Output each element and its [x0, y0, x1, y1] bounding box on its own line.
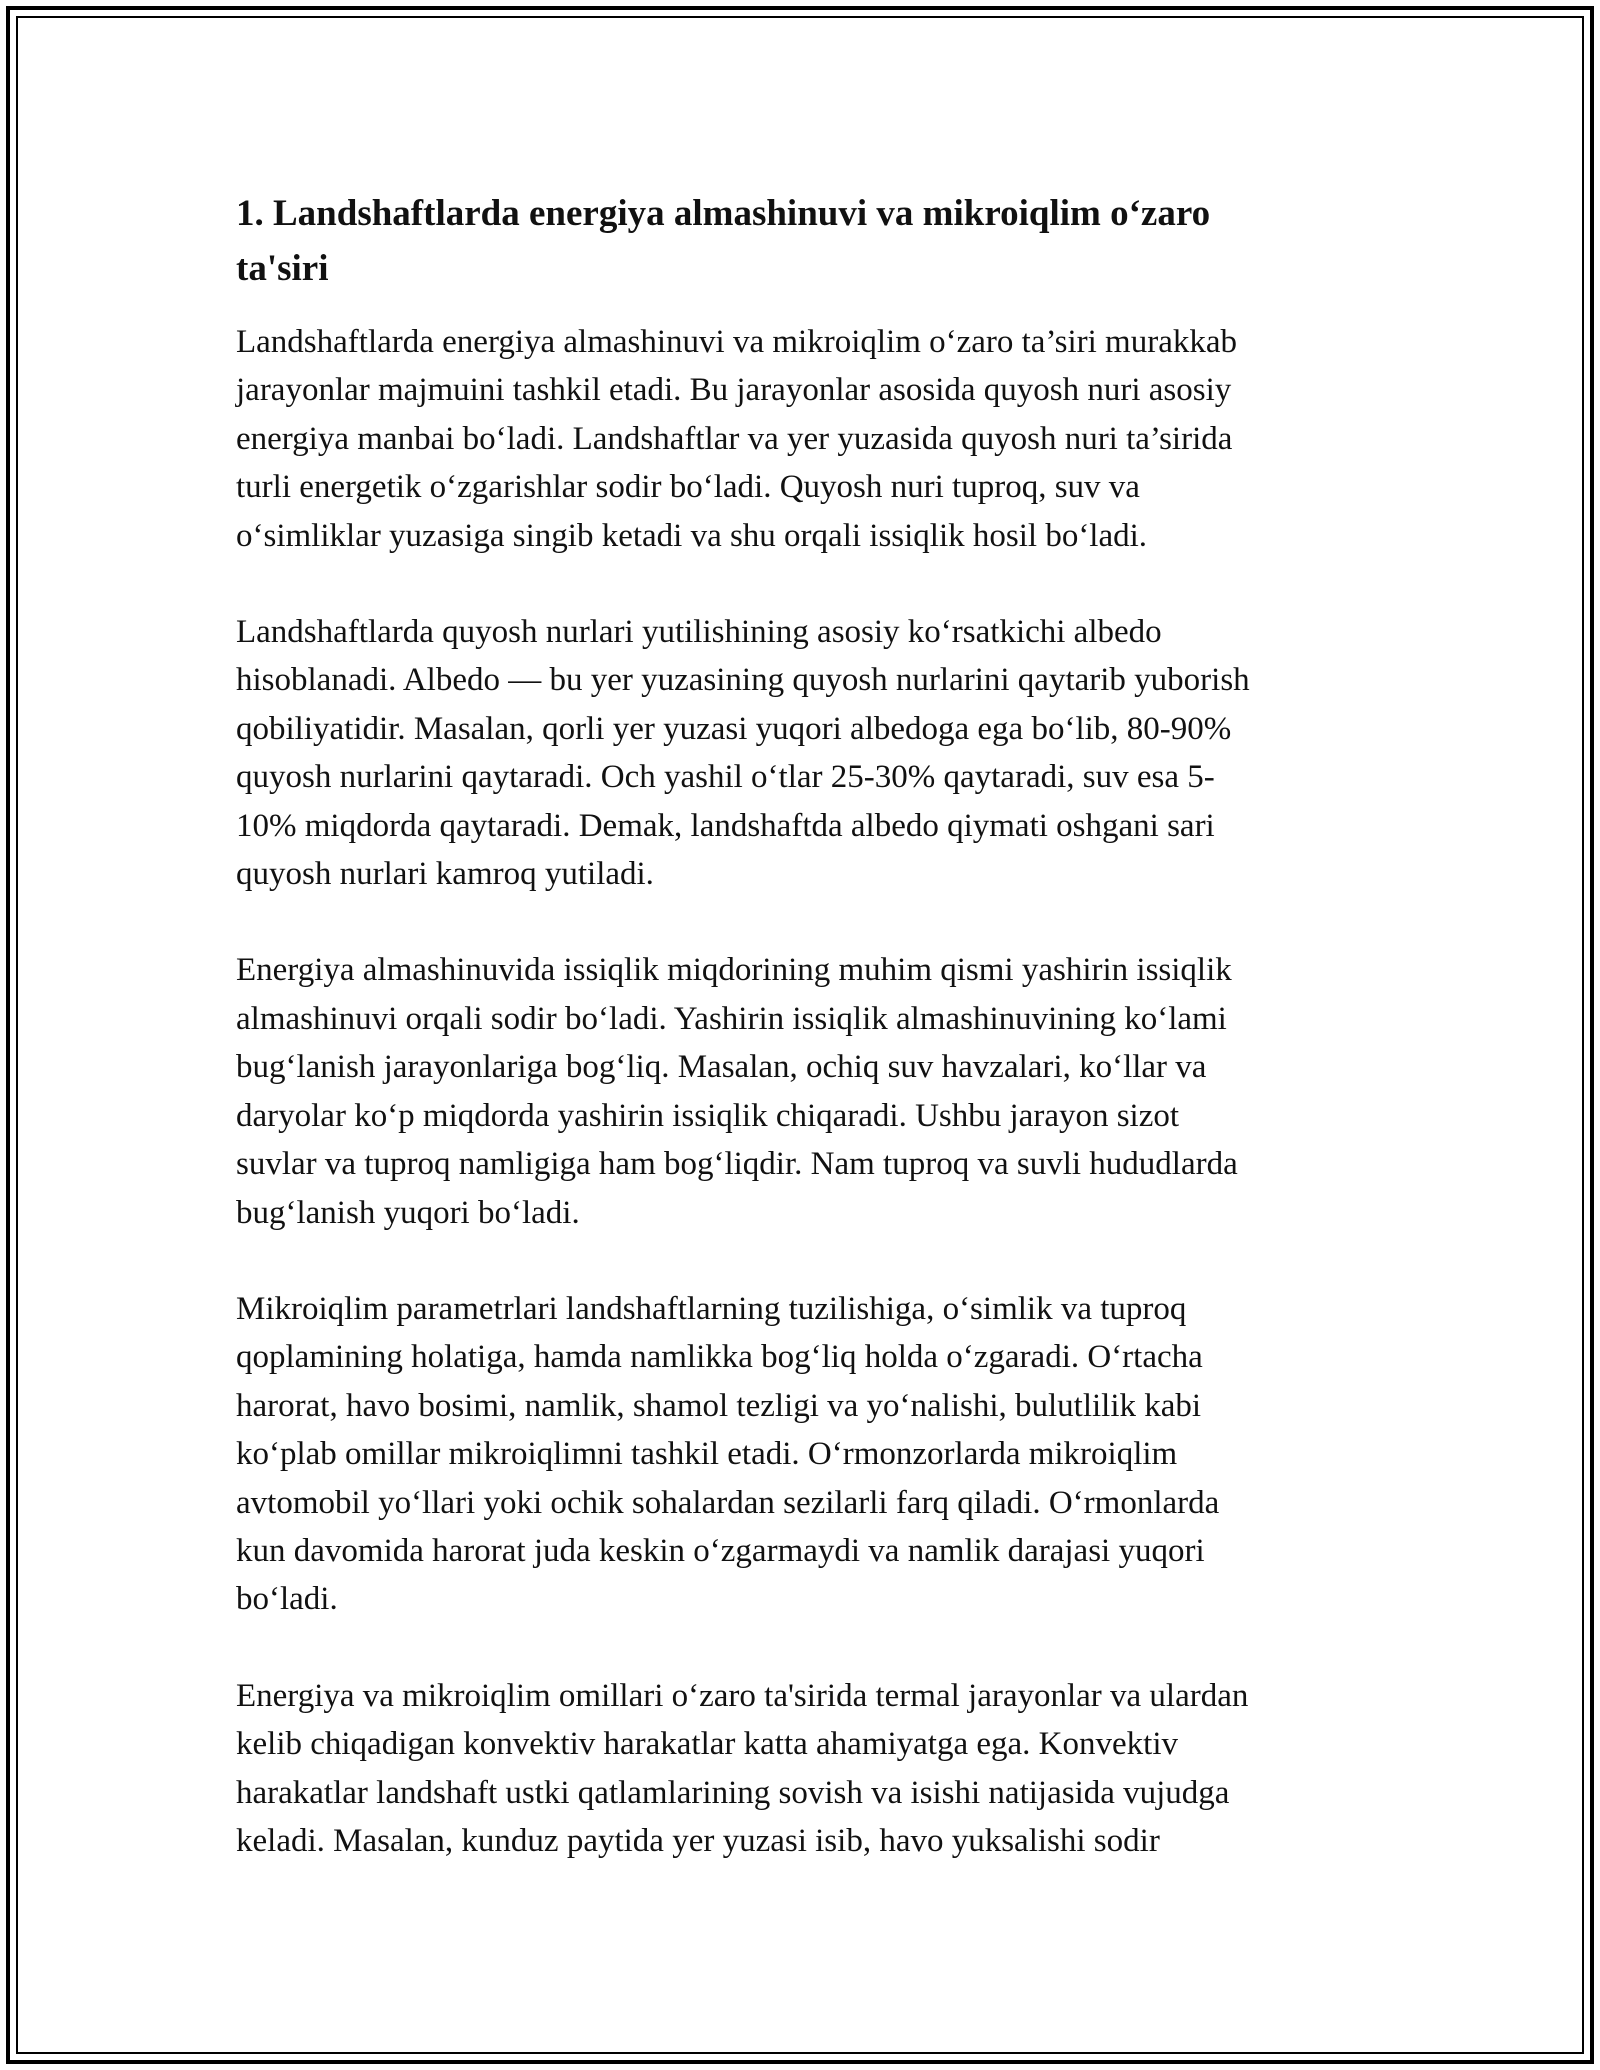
paragraph-3	[236, 946, 1376, 1236]
section-heading	[236, 186, 1376, 296]
text-line: Landshaftlarda energiya almashinuvi va mikroiqlim o‘zaro ta’siri murakkab	[236, 324, 1237, 360]
text-line: quyosh nurlari kamroq yutiladi.	[236, 856, 654, 893]
text-line: almashinuvi orqali sodir bo‘ladi. Yashirin issiqlik almashinuvining ko‘lami	[236, 1000, 1227, 1037]
text-line: Energiya almashinuvida issiqlik miqdorining muhim qismi yashirin issiqlik	[236, 952, 1232, 989]
document-body	[236, 186, 1376, 1913]
text-line: bo‘ladi.	[236, 1581, 338, 1618]
paragraph-5	[236, 1672, 1376, 1866]
text-line: quyosh nurlarini qaytaradi. Och yashil o‘tlar 25-30% qaytaradi, suv esa 5-	[236, 759, 1215, 796]
text-line: suvlar va tuproq namligiga ham bog‘liqdir. Nam tuproq va suvli hududlarda	[236, 1146, 1238, 1183]
text-line: 10% miqdorda qaytaradi. Demak, landshaftda albedo qiymati oshgani sari	[236, 807, 1215, 844]
text-line: keladi. Masalan, kunduz paytida yer yuzasi isib, havo yuksalishi sodir	[236, 1822, 1160, 1859]
text-line: harakatlar landshaft ustki qatlamlarining sovish va isishi natijasida vujudga	[236, 1774, 1230, 1811]
text-line: avtomobil yo‘llari yoki ochik sohalardan sezilarli farq qiladi. O‘rmonlarda	[236, 1484, 1220, 1521]
text-line: hisoblanadi. Albedo — bu yer yuzasining quyosh nurlarini qaytarib yuborish	[236, 662, 1250, 699]
text-line: qoplamining holatiga, hamda namlikka bog‘liq holda o‘zgaradi. O‘rtacha	[236, 1339, 1203, 1376]
text-line: o‘simliklar yuzasiga singib ketadi va shu orqali issiqlik hosil bo‘ladi.	[236, 517, 1148, 554]
text-line: Energiya va mikroiqlim omillari o‘zaro ta'sirida termal jarayonlar va ulardan	[236, 1677, 1249, 1714]
text-line: Mikroiqlim parametrlari landshaftlarning tuzilishiga, o‘simlik va tuproq	[236, 1290, 1187, 1327]
text-line: ko‘plab omillar mikroiqlimni tashkil etadi. O‘rmonzorlarda mikroiqlim	[236, 1436, 1178, 1473]
text-line: turli energetik o‘zgarishlar sodir bo‘ladi. Quyosh nuri tuproq, suv va	[236, 469, 1140, 506]
text-line: kelib chiqadigan konvektiv harakatlar katta ahamiyatga ega. Konvektiv	[236, 1726, 1178, 1763]
heading-line: 1. Landshaftlarda energiya almashinuvi va mikroiqlim o‘zaro	[236, 193, 1211, 234]
text-line: bug‘lanish jarayonlariga bog‘liq. Masalan, ochiq suv havzalari, ko‘llar va	[236, 1049, 1207, 1086]
text-line: daryolar ko‘p miqdorda yashirin issiqlik chiqaradi. Ushbu jarayon sizot	[236, 1097, 1180, 1134]
paragraph-1	[236, 318, 1376, 560]
text-line: jarayonlar majmuini tashkil etadi. Bu jarayonlar asosida quyosh nuri asosiy	[236, 372, 1232, 409]
text-line: harorat, havo bosimi, namlik, shamol tezligi va yo‘nalishi, bulutlilik kabi	[236, 1387, 1202, 1424]
text-line: qobiliyatidir. Masalan, qorli yer yuzasi yuqori albedoga ega bo‘lib, 80-90%	[236, 710, 1232, 747]
text-line: bug‘lanish yuqori bo‘ladi.	[236, 1194, 580, 1231]
paragraph-2	[236, 608, 1376, 898]
text-line: kun davomida harorat juda keskin o‘zgarmaydi va namlik darajasi yuqori	[236, 1532, 1205, 1569]
text-line: energiya manbai bo‘ladi. Landshaftlar va yer yuzasida quyosh nuri ta’sirida	[236, 420, 1233, 457]
paragraph-4	[236, 1285, 1376, 1624]
heading-line: ta'siri	[236, 248, 329, 289]
text-line: Landshaftlarda quyosh nurlari yutilishining asosiy ko‘rsatkichi albedo	[236, 614, 1162, 651]
